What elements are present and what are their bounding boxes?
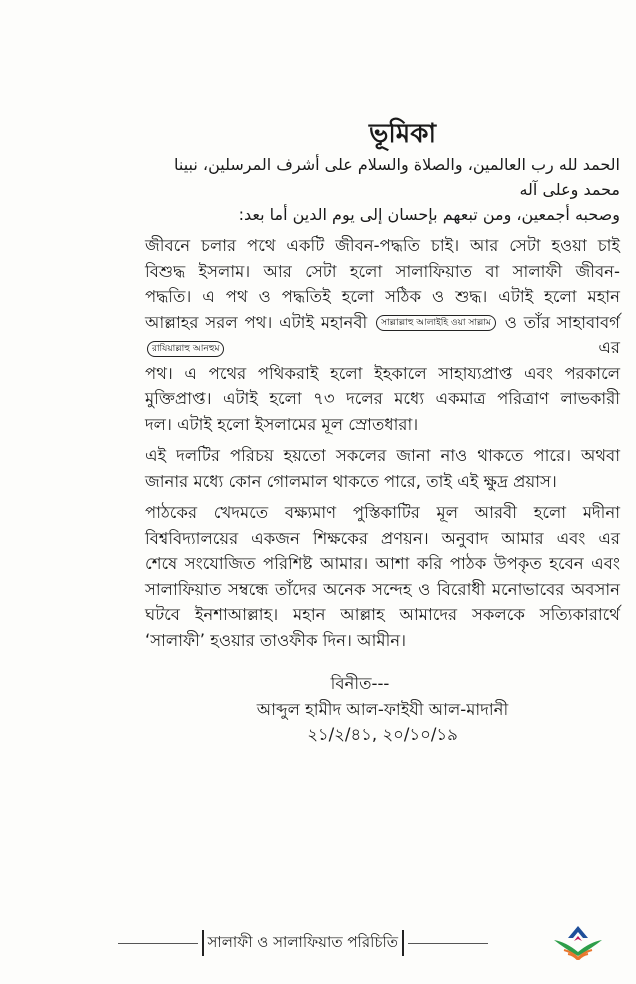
text-line: সালাফিয়াত সম্বন্ধে তাঁদের অনেক সন্দেহ ও বিরোধী মনোভাবের অবসান [145,579,620,599]
arabic-line-1: الحمد لله رب العالمين، والصلاة والسلام على أشرف المرسلين، نبينا محمد وعلى آله [174,155,620,199]
paragraph-1 [145,233,620,437]
text-line: পদ্ধতি। এ পথ ও পদ্ধতিই হলো সঠিক ও শুদ্ধ। এটাই হলো মহান [145,287,620,306]
publisher-logo-icon [552,924,604,960]
text-line: পাঠকের খেদমতে বক্ষ্যমাণ পুস্তিকাটির মূল আরবী হলো মদীনা [145,503,620,522]
divider [202,930,204,956]
text-line: মুক্তিপ্রাপ্ত। এটাই হলো ৭৩ দলের মধ্যে একমাত্র পরিত্রাণ লাভকারী [145,389,620,408]
paragraph-2 [145,443,620,494]
text-line: দল। এটাই হলো ইসলামের মূল স্রোতধারা। [145,414,419,434]
text-line: শেষে সংযোজিত পরিশিষ্ট আমার। আশা করি পাঠক উপকৃত হবেন এবং [145,554,620,573]
author-name: আব্দুল হামীদ আল-ফাইযী আল-মাদানী [256,699,509,719]
divider [402,930,404,956]
text-line: এই দলটির পরিচয় হয়তো সকলের জানা নাও থাকতে পারে। অথবা [145,446,620,465]
text-line: বিশ্ববিদ্যালয়ের একজন শিক্ষকের প্রণয়ন। অনুবাদ আমার এবং এর [145,528,620,548]
date: ২১/২/৪১, ২০/১০/১৯ [307,725,458,744]
text-line [145,310,620,361]
text-segment: আল্লাহর সরল পথ। এটাই মহানবী [145,312,368,332]
page-content [145,0,620,748]
salutation-seal-icon: সাল্লাল্লাহু আলাইহি ওয়া সাল্লাম [376,315,496,331]
text-line: পথ। এ পথের পথিকরাই হলো ইহকালে সাহায্যপ্রাপ্ত এবং পরকালে [145,363,620,383]
text-segment: এর [598,338,620,357]
text-line: জানার মধ্যে কোন গোলমাল থাকতে পারে, তাই এই ক্ষুদ্র প্রয়াস। [145,471,557,491]
text-line: ‘সালাফী’ হওয়ার তাওফীক দিন। আমীন। [145,630,407,650]
arabic-line-2: وصحبه أجمعين، ومن تبعهم بإحسان إلى يوم الدين أما بعد: [238,205,620,224]
companions-seal-icon: রাযিয়াল্লাহু আনহুম [147,341,224,357]
text-line: বিশুদ্ধ ইসলাম। আর সেটা হলো সালাফিয়াত বা সালাফী জীবন- [145,261,620,281]
footer-book-title: সালাফী ও সালাফিয়াত পরিচিতি [207,932,399,951]
text-line: ঘটবে ইনশাআল্লাহ। মহান আল্লাহ আমাদের সকলকে সত্যিকারার্থে [145,605,620,624]
text-line: জীবনে চলার পথে একটি জীবন-পদ্ধতি চাই। আর সেটা হওয়া চাই [145,236,620,255]
page-title: ভূমিকা [369,119,436,149]
divider [408,943,488,944]
divider [118,943,198,944]
paragraph-3 [145,500,620,653]
arabic-opening [145,152,620,227]
signoff: বিনীত--- [330,674,390,693]
footer [118,930,488,956]
text-segment: ও তাঁর সাহাবাবর্গ [504,312,620,332]
